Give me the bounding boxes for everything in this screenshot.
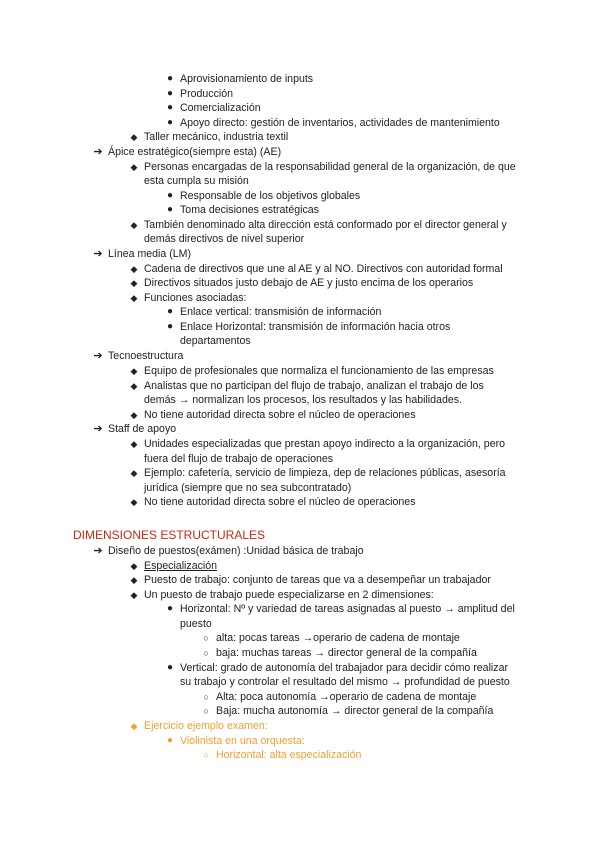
bullet-diamond-icon: ◆ <box>130 278 138 288</box>
list-item: ● Toma decisiones estratégicas <box>180 203 319 217</box>
bullet-diamond-icon: ◆ <box>130 410 138 420</box>
list-item-continuation: departamentos <box>180 335 251 347</box>
bullet-dot-icon: ● <box>166 735 174 746</box>
list-item: ◆ Analistas que no participan del flujo de trabajo, analizan el trabajo de los <box>144 379 484 393</box>
bullet-circle-icon: ○ <box>203 750 209 760</box>
list-item: ◆ También denominado alta dirección está conformado por el director general y <box>144 218 507 232</box>
list-item: ○ alta: pocas tareas →operario de cadena de montaje <box>216 631 460 645</box>
list-item-continuation: demás → normalizan los procesos, los resultados y las habilidades. <box>144 394 462 406</box>
list-item: ● Producción <box>180 87 233 101</box>
list-item: ● Aprovisionamiento de inputs <box>180 72 313 86</box>
bullet-arrow-icon: ➔ <box>93 350 103 362</box>
section-staff: ➔ Staff de apoyo <box>93 423 177 435</box>
list-item-continuation: demás directivos de nivel superior <box>144 233 305 245</box>
list-item: ◆ Ejemplo: cafetería, servicio de limpieza, dep de relaciones públicas, asesoría <box>144 466 506 480</box>
list-item-continuation: puesto <box>180 618 212 630</box>
list-item: ○ baja: muchas tareas → director general de la compañía <box>216 646 477 660</box>
list-item-continuation: fuera del flujo de trabajo de operaciones <box>144 453 334 465</box>
section-heading: DIMENSIONES ESTRUCTURALES <box>73 528 266 542</box>
list-item: ◆ Especialización <box>144 559 217 573</box>
list-item-exercise: ◆ Ejercicio ejemplo examen: <box>144 719 268 733</box>
list-item: ◆ Cadena de directivos que une al AE y al NO. Directivos con autoridad formal <box>144 262 503 276</box>
list-item: ◆ No tiene autoridad directa sobre el núcleo de operaciones <box>144 408 416 422</box>
section-linea-media: ➔ Línea media (LM) <box>93 248 192 260</box>
list-item: ○ Alta: poca autonomía →operario de cadena de montaje <box>216 690 476 704</box>
bullet-dot-icon: ● <box>166 662 174 673</box>
bullet-diamond-icon: ◆ <box>130 293 138 303</box>
bullet-diamond-icon: ◆ <box>130 721 138 731</box>
bullet-dot-icon: ● <box>166 306 174 317</box>
bullet-diamond-icon: ◆ <box>130 162 138 172</box>
bullet-dot-icon: ● <box>166 117 174 128</box>
list-item: ◆ Un puesto de trabajo puede especializarse en 2 dimensiones: <box>144 588 434 602</box>
bullet-diamond-icon: ◆ <box>130 590 138 600</box>
bullet-diamond-icon: ◆ <box>130 264 138 274</box>
list-item: ● Comercialización <box>180 101 261 115</box>
bullet-arrow-icon: ➔ <box>93 545 103 557</box>
list-item-continuation: esta cumpla su misión <box>144 175 249 187</box>
list-item: ◆ Funciones asociadas: <box>144 291 246 305</box>
list-item: ◆ Unidades especializadas que prestan apoyo indirecto a la organización, pero <box>144 437 505 451</box>
section-diseno: ➔ Diseño de puestos(exámen) :Unidad básica de trabajo <box>93 545 364 557</box>
bullet-diamond-icon: ◆ <box>130 439 138 449</box>
bullet-dot-icon: ● <box>166 102 174 113</box>
list-item: ◆ Puesto de trabajo: conjunto de tareas que va a desempeñar un trabajador <box>144 573 491 587</box>
list-item: ● Enlace vertical: transmisión de información <box>180 305 381 319</box>
list-item-continuation: jurídica (siempre que no sea subcontratado) <box>144 482 352 494</box>
list-item: ◆ No tiene autoridad directa sobre el núcleo de operaciones <box>144 495 416 509</box>
bullet-dot-icon: ● <box>166 321 174 332</box>
list-item: ○ Baja: mucha autonomía → director general de la compañía <box>216 704 493 718</box>
list-item: ◆ Equipo de profesionales que normaliza el funcionamiento de las empresas <box>144 364 494 378</box>
list-item: ◆ Taller mecánico, industria textil <box>144 130 288 144</box>
bullet-diamond-icon: ◆ <box>130 497 138 507</box>
bullet-dot-icon: ● <box>166 204 174 215</box>
bullet-circle-icon: ○ <box>203 692 209 702</box>
bullet-diamond-icon: ◆ <box>130 561 138 571</box>
bullet-dot-icon: ● <box>166 190 174 201</box>
section-tecnoestructura: ➔ Tecnoestructura <box>93 350 184 362</box>
bullet-dot-icon: ● <box>166 603 174 614</box>
list-item: ● Enlace Horizontal: transmisión de información hacia otros <box>180 320 450 334</box>
list-item-continuation: su trabajo y controlar el resultado del mismo → profundidad de puesto <box>180 676 510 688</box>
list-item: ● Horizontal: Nº y variedad de tareas asignadas al puesto → amplitud del <box>180 602 515 616</box>
list-item: ◆ Directivos situados justo debajo de AE y justo encima de los operarios <box>144 276 473 290</box>
bullet-arrow-icon: ➔ <box>93 423 103 435</box>
list-item: ● Responsable de los objetivos globales <box>180 189 360 203</box>
bullet-diamond-icon: ◆ <box>130 220 138 230</box>
bullet-diamond-icon: ◆ <box>130 132 138 142</box>
list-item: ● Vertical: grado de autonomía del trabajador para decidir cómo realizar <box>180 661 508 675</box>
list-item: ◆ Personas encargadas de la responsabilidad general de la organización, de que <box>144 160 516 174</box>
bullet-diamond-icon: ◆ <box>130 366 138 376</box>
list-item: ● Apoyo directo: gestión de inventarios, actividades de mantenimiento <box>180 116 500 130</box>
bullet-arrow-icon: ➔ <box>93 248 103 260</box>
bullet-diamond-icon: ◆ <box>130 468 138 478</box>
section-apice: ➔ Ápice estratégico(siempre esta) (AE) <box>93 146 282 158</box>
bullet-arrow-icon: ➔ <box>93 146 103 158</box>
bullet-dot-icon: ● <box>166 73 174 84</box>
bullet-dot-icon: ● <box>166 88 174 99</box>
bullet-circle-icon: ○ <box>203 706 209 716</box>
bullet-diamond-icon: ◆ <box>130 575 138 585</box>
list-item: ● Violinista en una orquesta: <box>180 734 305 748</box>
bullet-circle-icon: ○ <box>203 648 209 658</box>
bullet-diamond-icon: ◆ <box>130 381 138 391</box>
bullet-circle-icon: ○ <box>203 633 209 643</box>
list-item: ○ Horizontal: alta especialización <box>216 748 361 762</box>
